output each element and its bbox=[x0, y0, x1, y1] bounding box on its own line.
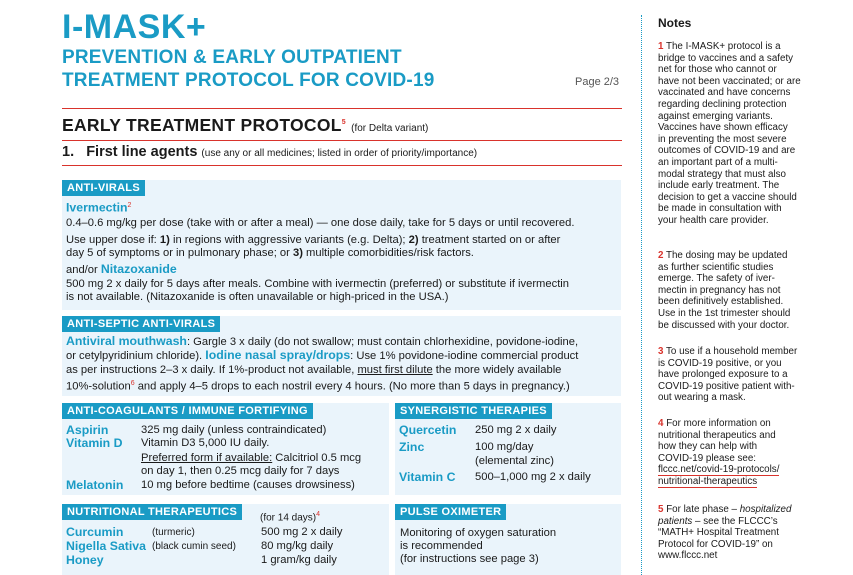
nitazoxanide-name: Nitazoxanide bbox=[100, 262, 177, 277]
note-1: 1 The I-MASK+ protocol is a bridge to vaccines and a safety net for those who cannot or have not been vaccinated; or are vaccinated and have concerns regarding declining protection against emerging variants. Vaccines have shown efficacy in preventing the most severe outcomes of COVID-19 and are an important part of a multi- modal strategy that must also include early treatment. The decision to get a vaccine should be made in consultation with your health care provider. bbox=[658, 41, 801, 226]
notes-title: Notes bbox=[658, 16, 692, 30]
section-divider bbox=[62, 140, 622, 141]
subtitle-line-1: PREVENTION & EARLY OUTPATIENT bbox=[62, 47, 402, 68]
ivermectin-entry: Ivermectin$^2$ 0.4–0.6 mg/kg per dose (take with or after a meal) — one dose daily, take for 5 days or until recovered. Use upper dose if: 1) in regions with aggressive variants (e.g. Delta); 2) treatment started on or after day 5 of symptoms or in pulmonary phase; or 3) multiple comorbidities/risk factors. and/or Nitazoxanide 500 mg 2 x daily for 5 days after meals. Combine with ivermectin (preferred) or substitute if ivermectin is not available. (Nitazoxanide is often unavailable or high-priced in the USA.) bbox=[66, 199, 622, 305]
nutritional-header: NUTRITIONAL THERAPEUTICS bbox=[62, 504, 242, 520]
header-divider bbox=[62, 108, 622, 109]
antivirals-box bbox=[62, 180, 621, 310]
note-3: 3 To use if a household member is COVID-19 positive, or you have prolonged exposure to a COVID-19 positive patient with- out wearing a mask. bbox=[658, 346, 798, 404]
notes-divider bbox=[641, 15, 642, 575]
subsection-divider bbox=[62, 165, 622, 166]
anticoag-box: ANTI-COAGULANTS / IMMUNE FORTIFYING Aspirin 325 mg daily (unless contraindicated) Vitamin D Vitamin D3 5,000 IU daily. Preferred form if available: Calcitriol 0.5 mcg on day 1, then 0.25 mcg daily for 7 days Melatonin 10 mg before bedtime (causes drowsiness) bbox=[62, 403, 389, 495]
note-5: 5 For late phase – hospitalized patients – see the FLCCC’s “MATH+ Hospital Treatment Protocol for COVID-19” on www.flccc.net bbox=[658, 504, 792, 562]
ivermectin-dose: 0.4–0.6 mg/kg per dose (take with or after a meal) — one dose daily, take for 5 days or until recovered. bbox=[66, 217, 575, 230]
note-4: 4 For more information on nutritional therapeutics and how they can help with COVID-19 please see: flccc.net/covid-19-protocols/ nutritional-therapeutics bbox=[658, 418, 780, 487]
antiseptic-box: ANTI-SEPTIC ANTI-VIRALS Antiviral mouthwash: Gargle 3 x daily (do not swallow; must contain chlorhexidine, povidone-iodine, or cetylpyridinium chloride). Iodine nasal spray/drops: Use 1% povidone-iodine commercial product as per instructions 2–3 x daily. If 1%-product not available, must first dilute the more widely available 10%-solution$^6$ and apply 4–5 drops to each nostril every 4 hours. (No more than 5 days in pregnancy.) bbox=[62, 316, 621, 396]
ivermectin-name: Ivermectin bbox=[66, 200, 128, 215]
pulse-oximeter-box: PULSE OXIMETER Monitoring of oxygen saturation is recommended (for instructions see page 3) bbox=[395, 504, 621, 575]
note-2: 2 The dosing may be updated as further scientific studies emerge. The safety of iver- mectin in pregnancy has not been definitively established. Use in the 1st trimester should be discussed with your doctor. bbox=[658, 250, 791, 331]
nitazoxanide-entry: and/or Nitazoxanide bbox=[66, 262, 177, 277]
ivermectin-upper-dose: Use upper dose if: 1) in regions with aggressive variants (e.g. Delta); 2) treatment started on or after bbox=[66, 233, 561, 246]
nutritional-duration: (for 14 days)$^4$ bbox=[260, 511, 321, 524]
page-number: Page 2/3 bbox=[575, 76, 620, 88]
subtitle-line-2: TREATMENT PROTOCOL FOR COVID-19 bbox=[62, 70, 435, 91]
note-4-link-line-1[interactable]: flccc.net/covid-19-protocols/ bbox=[658, 464, 780, 476]
anticoag-header: ANTI-COAGULANTS / IMMUNE FORTIFYING bbox=[62, 403, 313, 419]
first-line-heading: 1. First line agents (use any or all medicines; listed in order of priority/importance) bbox=[62, 144, 478, 160]
antivirals-header: ANTI-VIRALS bbox=[62, 180, 145, 196]
pulse-oximeter-header: PULSE OXIMETER bbox=[395, 504, 506, 520]
synergistic-box: SYNERGISTIC THERAPIES Quercetin 250 mg 2 x daily Zinc 100 mg/day (elemental zinc) Vitamin C 500–1,000 mg 2 x daily bbox=[395, 403, 621, 495]
antiseptic-header: ANTI-SEPTIC ANTI-VIRALS bbox=[62, 316, 220, 332]
protocol-logo: I-MASK+ bbox=[62, 8, 207, 46]
note-4-link-line-2[interactable]: nutritional-therapeutics bbox=[658, 475, 758, 487]
nasal-spray-name: Iodine nasal spray/drops bbox=[205, 348, 351, 363]
synergistic-header: SYNERGISTIC THERAPIES bbox=[395, 403, 552, 419]
nutritional-box: NUTRITIONAL THERAPEUTICS (for 14 days)$^4$ Curcumin (turmeric) 500 mg 2 x daily Nigella Sativa (black cumin seed) 80 mg/kg daily Honey 1 gram/kg daily bbox=[62, 504, 389, 575]
section-title: EARLY TREATMENT PROTOCOL$^5$ (for Delta variant) bbox=[62, 115, 429, 135]
mouthwash-name: Antiviral mouthwash bbox=[66, 334, 187, 348]
